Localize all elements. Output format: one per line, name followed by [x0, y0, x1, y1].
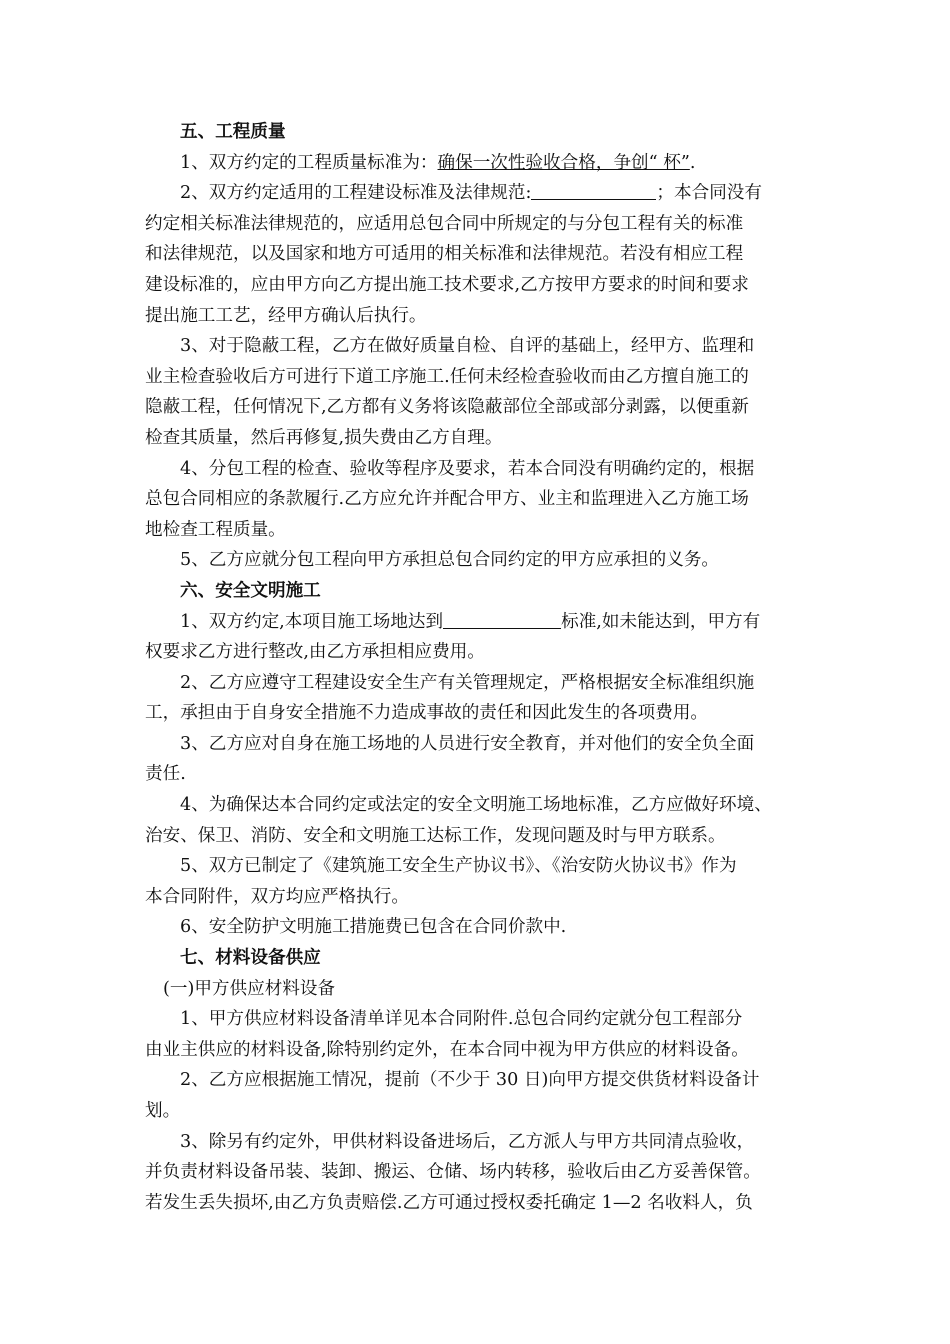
- section-heading-materials: 七、材料设备供应: [180, 947, 321, 969]
- document-page: [145, 117, 810, 1218]
- clause-5-4-line1: 4、分包工程的检查、验收等程序及要求，若本合同没有明确约定的，根据: [180, 458, 755, 479]
- clause-7-1-line2: 由业主供应的材料设备,除特别约定外，在本合同中视为甲方供应的材料设备。: [145, 1039, 749, 1060]
- clause-6-5-line2: 本合同附件，双方均应严格执行。: [145, 886, 409, 907]
- clause-6-1-line2: 权要求乙方进行整改,由乙方承担相应费用。: [145, 642, 485, 663]
- clause-5-5: 5、乙方应就分包工程向甲方承担总包合同约定的甲方应承担的义务。: [180, 550, 720, 571]
- clause-5-2-line5: 提出施工工艺，经甲方确认后执行。: [145, 305, 427, 326]
- clause-6-3-line1: 3、乙方应对自身在施工场地的人员进行安全教育，并对他们的安全负全面: [180, 733, 755, 754]
- clause-5-4-line3: 地检查工程质量。: [145, 519, 286, 540]
- clause-6-2-line2: 工，承担由于自身安全措施不力造成事故的责任和因此发生的各项费用。: [145, 703, 709, 724]
- clause-6-2-line1: 2、乙方应遵守工程建设安全生产有关管理规定，严格根据安全标准组织施: [180, 672, 755, 693]
- clause-6-1-line1: 1、双方约定,本项目施工场地达到 标准,如未能达到，甲方有: [145, 607, 810, 638]
- clause-5-3-line3: 隐蔽工程，任何情况下,乙方都有义务将该隐蔽部位全部或部分剥露，以便重新: [145, 397, 749, 418]
- clause-5-2-line1: 2、双方约定适用的工程建设标准及法律规范: ；本合同没有: [145, 178, 810, 209]
- clause-5-1: 1、双方约定的工程质量标准为：确保一次性验收合格，争创“ 杯”.: [180, 152, 696, 173]
- clause-5-3-line4: 检查其质量，然后再修复,损失费由乙方自理。: [145, 427, 503, 448]
- clause-7-3-line3: 若发生丢失损坏,由乙方负责赔偿.乙方可通过授权委托确定 1—2 名收料人，负: [145, 1192, 753, 1213]
- clause-7-2-line1: 2、乙方应根据施工情况，提前（不少于 30 日)向甲方提交供货材料设备计: [180, 1070, 760, 1091]
- clause-7-3-line2: 并负责材料设备吊装、装卸、搬运、仓储、场内转移，验收后由乙方妥善保管。: [145, 1162, 761, 1183]
- clause-5-3-line2: 业主检查验收后方可进行下道工序施工.任何未经检查验收而由乙方擅自施工的: [145, 366, 749, 387]
- section-heading-safety: 六、安全文明施工: [180, 579, 321, 601]
- clause-6-6: 6、安全防护文明施工措施费已包含在合同价款中.: [180, 917, 567, 938]
- clause-6-3-line2: 责任.: [145, 764, 186, 785]
- clause-7-2-line2: 划。: [145, 1101, 181, 1121]
- quality-standard-filled: 确保一次性验收合格，争创“ 杯”: [437, 152, 690, 173]
- clause-6-4-line2: 治安、保卫、消防、安全和文明施工达标工作，发现问题及时与甲方联系。: [145, 825, 726, 846]
- clause-5-2-line4: 建设标准的，应由甲方向乙方提出施工技术要求,乙方按甲方要求的时间和要求: [145, 274, 749, 295]
- section-heading-quality: 五、工程质量: [180, 121, 286, 142]
- clause-5-2-line3: 和法律规范，以及国家和地方可适用的相关标准和法律规范。若没有相应工程: [145, 244, 744, 265]
- blank-site-standard-field[interactable]: [443, 609, 561, 629]
- clause-7-1-line1: 1、甲方供应材料设备清单详见本合同附件.总包合同约定就分包工程部分: [180, 1009, 743, 1030]
- clause-7-3-line1: 3、除另有约定外，甲供材料设备进场后，乙方派人与甲方共同清点验收，: [180, 1131, 755, 1152]
- clause-5-4-line2: 总包合同相应的条款履行.乙方应允许并配合甲方、业主和监理进入乙方施工场: [145, 489, 749, 510]
- clause-6-5-line1: 5、双方已制定了《建筑施工安全生产协议书》、《治安防火协议书》作为: [180, 856, 737, 877]
- subsection-heading-owner-supply: (一)甲方供应材料设备: [163, 978, 336, 999]
- clause-5-3-line1: 3、对于隐蔽工程，乙方在做好质量自检、自评的基础上，经甲方、监理和: [180, 336, 755, 357]
- blank-standard-field[interactable]: [531, 180, 656, 200]
- clause-5-2-line2: 约定相关标准法律规范的，应适用总包合同中所规定的与分包工程有关的标准: [145, 213, 744, 234]
- clause-6-4-line1: 4、为确保达本合同约定或法定的安全文明施工场地标准，乙方应做好环境、: [180, 795, 772, 816]
